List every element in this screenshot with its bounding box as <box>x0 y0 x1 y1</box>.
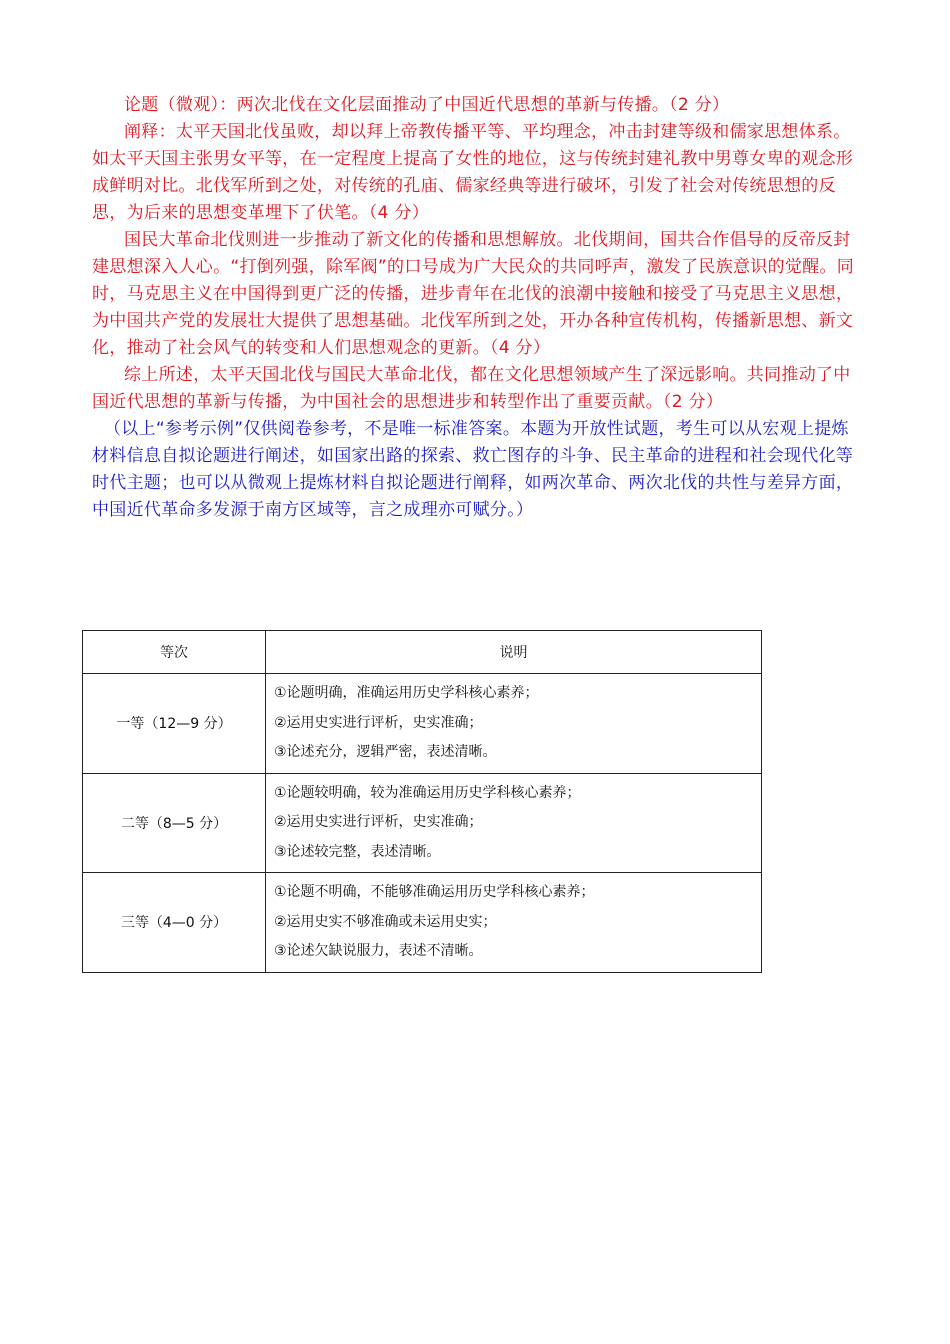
criterion-item: ③论述充分，逻辑严密，表述清晰。 <box>274 744 497 760</box>
criteria-cell <box>266 674 762 774</box>
table-row <box>83 674 762 774</box>
level-cell: 二等（8—5 分） <box>83 773 266 873</box>
criterion-item: ①论题不明确，不能够准确运用历史学科核心素养； <box>274 884 595 900</box>
level-cell: 一等（12—9 分） <box>83 674 266 774</box>
answer-text-block <box>92 92 862 524</box>
criteria-cell <box>266 773 762 873</box>
elaboration-paragraph-national-revolution: 国民大革命北伐则进一步推动了新文化的传播和思想解放。北伐期间，国共合作倡导的反帝反封建思想深入人心。“打倒列强，除军阀”的口号成为广大民众的共同呼声，激发了民族意识的觉醒。同时，马克思主义在中国得到更广泛的传播，进步青年在北伐的浪潮中接触和接受了马克思主义思想，为中国共产党的发展壮大提供了思想基础。北伐军所到之处，开办各种宣传机构，传播新思想、新文化，推动了社会风气的转变和人们思想观念的更新。（4 分） <box>92 230 855 358</box>
table-row <box>83 873 762 973</box>
criterion-item: ③论述较完整，表述清晰。 <box>274 843 441 860</box>
elaboration-paragraph-taiping: 阐释：太平天国北伐虽败，却以拜上帝教传播平等、平均理念，冲击封建等级和儒家思想体系。如太平天国主张男女平等，在一定程度上提高了女性的地位，这与传统封建礼教中男尊女卑的观念形成鲜明对比。北伐军所到之处，对传统的孔庙、儒家经典等进行破坏，引发了社会对传统思想的反思，为后来的思想变革埋下了伏笔。（4 分） <box>92 122 854 223</box>
level-cell: 三等（4—0 分） <box>83 873 266 973</box>
criterion-item: ③论述欠缺说服力，表述不清晰。 <box>274 943 483 959</box>
thesis-paragraph: 论题（微观）：两次北伐在文化层面推动了中国近代思想的革新与传播。（2 分） <box>124 95 730 115</box>
criterion-item: ①论题较明确，较为准确运用历史学科核心素养； <box>274 784 581 801</box>
grading-note-paragraph: （以上“参考示例”仅供阅卷参考，不是唯一标准答案。本题为开放性试题，考生可以从宏观上提炼材料信息自拟论题进行阐述，如国家出路的探索、救亡图存的斗争、民主革命的进程和社会现代化等时代主题；也可以从微观上提炼材料自拟论题进行阐释，如两次革命、两次北伐的共性与差异方面，中国近代革命多发源于南方区域等，言之成理亦可赋分。） <box>92 419 854 520</box>
conclusion-paragraph: 综上所述，太平天国北伐与国民大革命北伐，都在文化思想领域产生了深远影响。共同推动了中国近代思想的革新与传播，为中国社会的思想进步和转型作出了重要贡献。（2 分） <box>92 365 851 412</box>
criterion-item: ①论题明确，准确运用历史学科核心素养； <box>274 685 539 701</box>
table-row <box>83 773 762 873</box>
table-header-row <box>83 631 762 674</box>
criterion-item: ②运用史实进行评析，史实准确； <box>274 714 483 731</box>
header-description: 说明 <box>266 631 762 674</box>
criterion-item: ②运用史实进行评析，史实准确； <box>274 814 483 830</box>
header-level: 等次 <box>83 631 266 674</box>
criterion-item: ②运用史实不够准确或未运用史实； <box>274 913 497 930</box>
grading-criteria-table <box>82 630 762 973</box>
criteria-cell <box>266 873 762 973</box>
